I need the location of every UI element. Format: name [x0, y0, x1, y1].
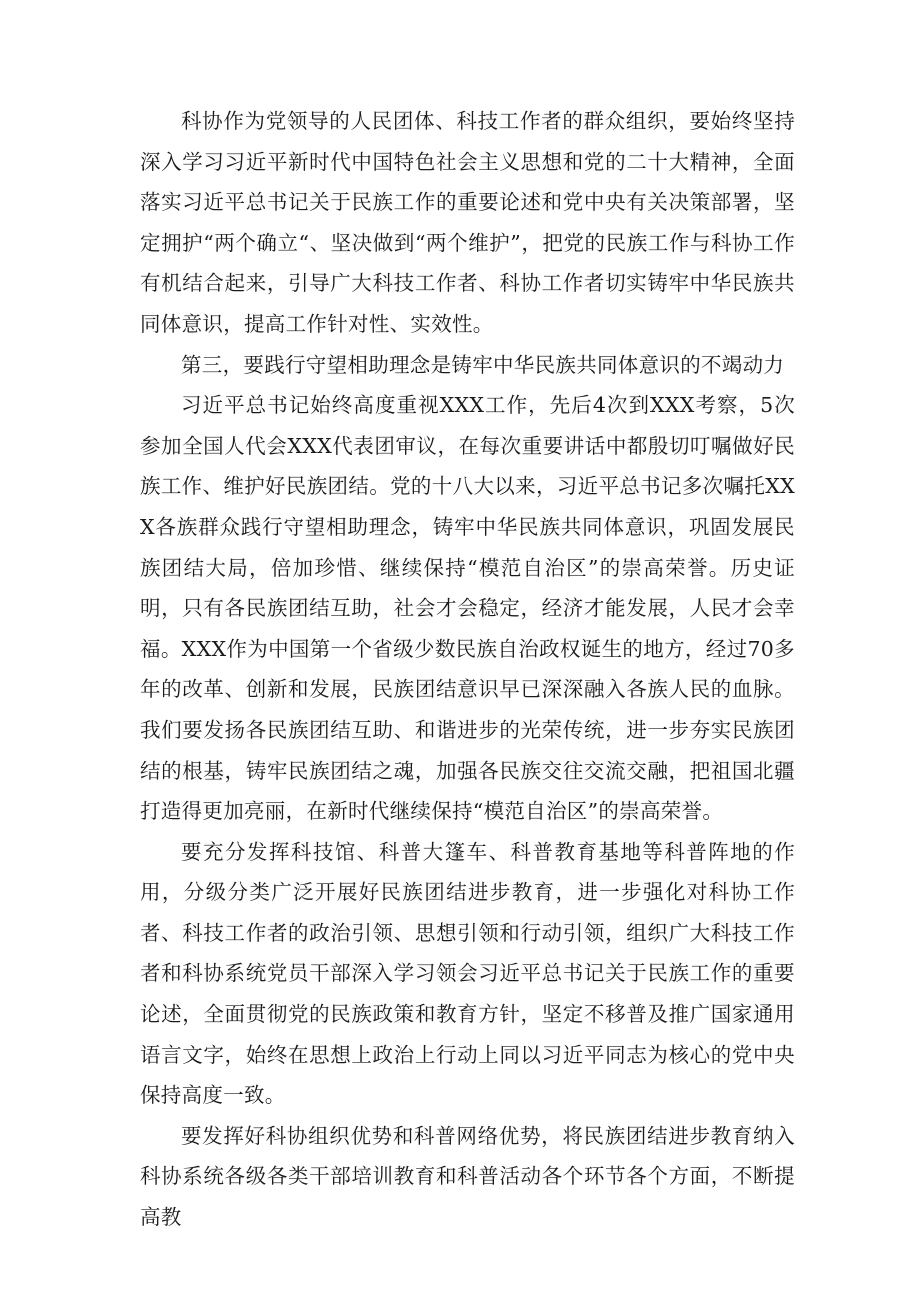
paragraph-science-venues: 要充分发挥科技馆、科普大篷车、科普教育基地等科普阵地的作用，分级分类广泛开展好民族团结进步教育，进一步强化对科协工作者、科技工作者的政治引领、思想引领和行动引领，组织广大科技工作者和科协系统党员干部深入学习领会习近平总书记关于民族工作的重要论述，全面贯彻党的民族政策和教育方针，坚定不移普及推广国家通用语言文字，始终在思想上政治上行动上同以习近平同志为核心的党中央保持高度一致。 — [140, 839, 795, 1108]
document-body — [140, 101, 795, 1238]
paragraph-network-advantage: 要发挥好科协组织优势和科普网络优势，将民族团结进步教育纳入科协系统各级各类干部培训教育和科普活动各个环节各个方面，不断提高教 — [140, 1123, 795, 1230]
paragraph-intro: 科协作为党领导的人民团体、科技工作者的群众组织，要始终坚持深入学习习近平新时代中国特色社会主义思想和党的二十大精神，全面落实习近平总书记关于民族工作的重要论述和党中央有关决策部署，坚定拥护“两个确立“、坚决做到“两个维护”，把党的民族工作与科协工作有机结合起来，引导广大科技工作者、科协工作者切实铸牢中华民族共同体意识，提高工作针对性、实效性。 — [140, 109, 795, 336]
paragraph-section-heading: 第三，要践行守望相助理念是铸牢中华民族共同体意识的不竭动力 — [181, 352, 785, 377]
paragraph-history: 习近平总书记始终高度重视XXX工作，先后4次到XXX考察，5次参加全国人代会XXX代表团审议，在每次重要讲话中都殷切叮嘱做好民族工作、维护好民族团结。党的十八大以来，习近平总书记多次嘱托XXX各族群众践行守望相助理念，铸牢中华民族共同体意识，巩固发展民族团结大局，倍加珍惜、继续保持“模范自治区”的崇高荣誉。历史证明，只有各民族团结互助，社会才会稳定，经济才能发展，人民才会幸福。XXX作为中国第一个省级少数民族自治政权诞生的地方，经过70多年的改革、创新和发展，民族团结意识早已深深融入各族人民的血脉。我们要发扬各民族团结互助、和谐进步的光荣传统，进一步夯实民族团结的根基，铸牢民族团结之魂，加强各民族交往交流交融，把祖国北疆打造得更加亮丽，在新时代继续保持“模范自治区”的崇高荣誉。 — [140, 393, 795, 824]
